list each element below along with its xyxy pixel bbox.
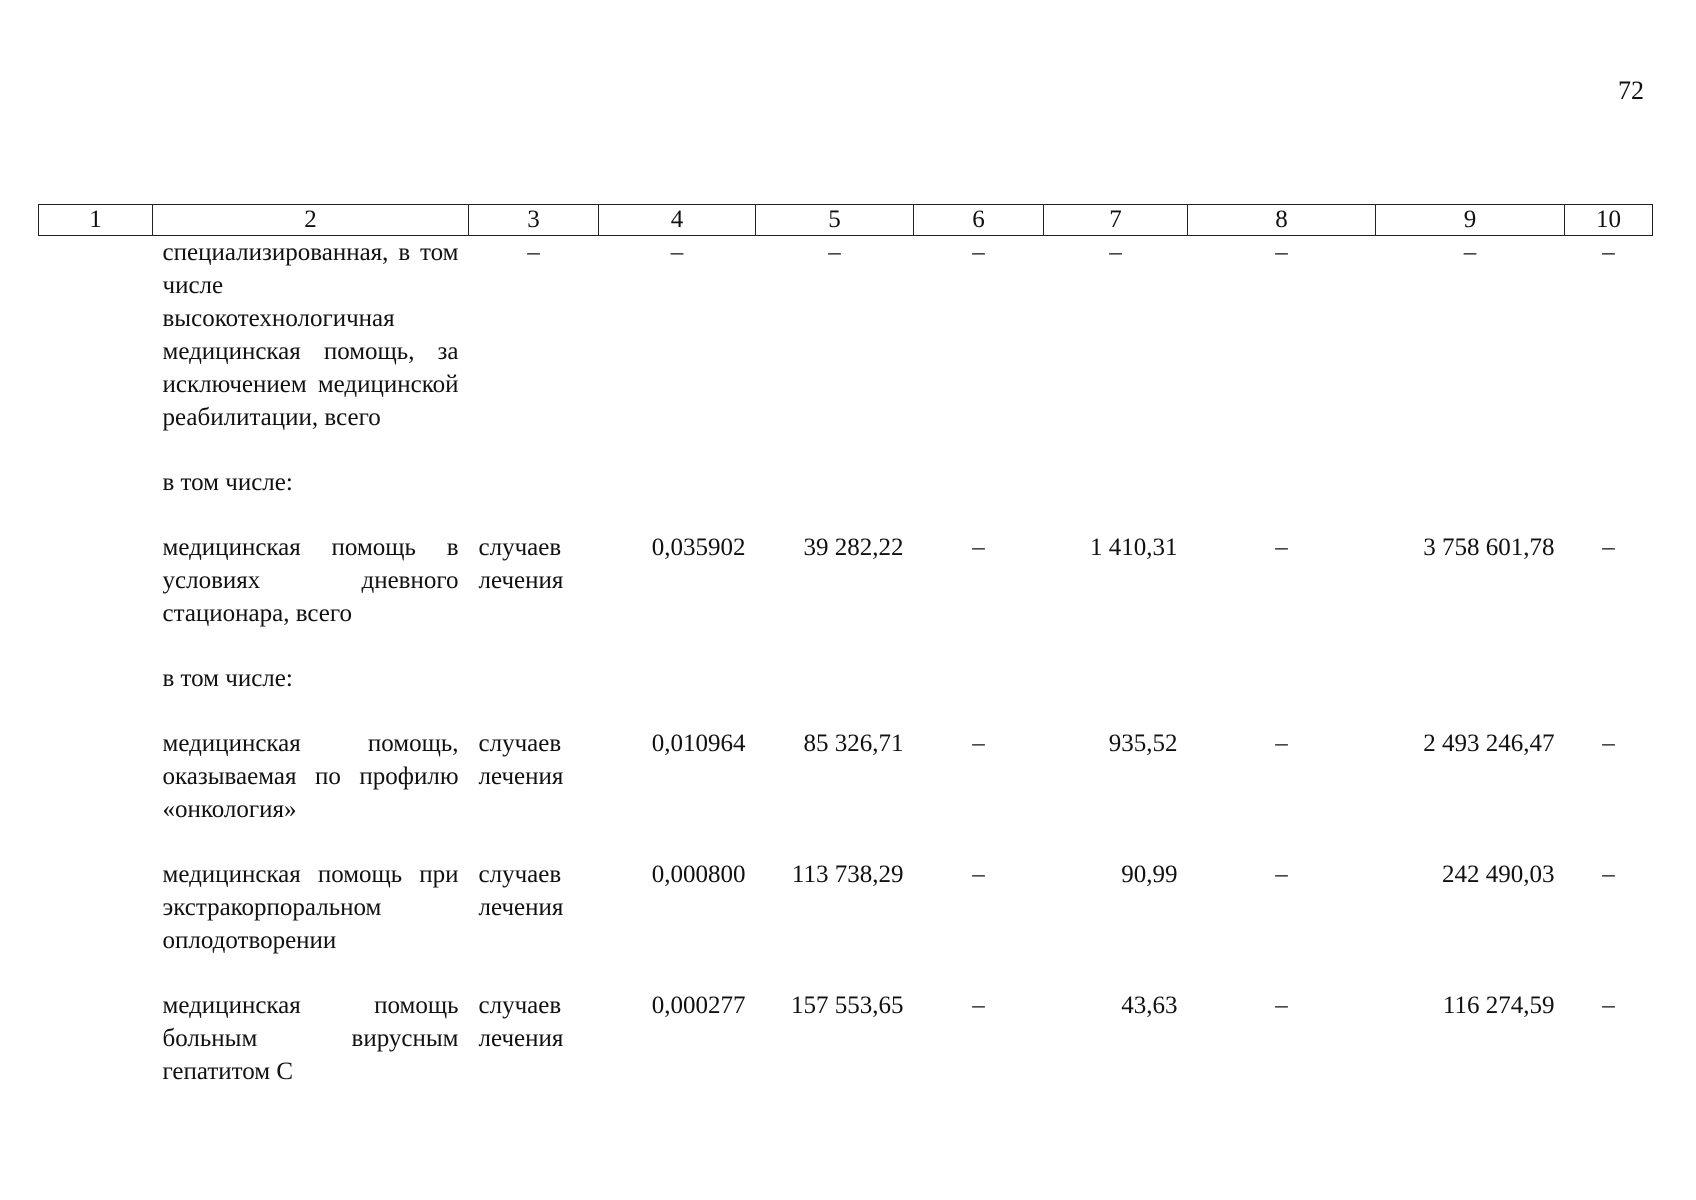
cell-col7: 43,63 [1121,992,1178,1019]
cell-col6: – [972,992,985,1019]
subheading-row [39,662,1653,695]
cell-col9: 3 758 601,78 [1423,534,1555,561]
cell-col4: – [670,239,684,266]
cell-col6: – [972,239,985,266]
cell-col7: 935,52 [1108,730,1178,757]
header-cell-4: 4 [599,205,756,236]
header-cell-1: 1 [39,205,153,236]
cell-col10: – [1602,992,1615,1019]
cell-col8: – [1275,992,1288,1019]
header-cell-3: 3 [469,205,599,236]
header-cell-7: 7 [1044,205,1188,236]
cell-col8: – [1275,861,1288,888]
cell-col5: 113 738,29 [791,861,904,888]
subheading-text: в том числе: [162,469,293,496]
cell-unit: случаев лечения [478,861,564,921]
header-cell-10: 10 [1565,205,1653,236]
cell-col1 [39,236,153,435]
cell-col7: – [1109,239,1122,266]
spacer-row [39,826,1653,858]
cell-col1 [39,858,153,957]
cell-col6: – [972,534,985,561]
spacer-row [39,499,1653,531]
page-number: 72 [1618,76,1644,105]
data-table [38,204,1653,1088]
cell-name: специализированная, в том числе высокотехнологичная медицинская помощь, за исключением медицинской реабилитации, всего [162,239,459,431]
cell-col9: 242 490,03 [1442,861,1555,888]
header-cell-9: 9 [1376,205,1565,236]
cell-name: медицинская помощь в условиях дневного стационара, всего [162,534,459,627]
cell-col6: – [972,861,985,888]
cell-col1 [39,727,153,826]
cell-col10: – [1602,730,1615,757]
cell-col8: – [1275,730,1288,757]
cell-col10: – [1602,239,1615,266]
cell-col6: – [972,730,985,757]
cell-col4: 0,035902 [651,534,746,561]
subheading-text: в том числе: [162,665,293,692]
cell-unit: случаев лечения [478,992,564,1052]
header-cell-8: 8 [1188,205,1376,236]
cell-col8: – [1275,534,1288,561]
cell-col1 [39,989,153,1088]
header-cell-6: 6 [914,205,1044,236]
table-row [39,727,1653,826]
cell-name: медицинская помощь больным вирусным гепатитом С [162,992,459,1085]
spacer-row [39,630,1653,662]
header-cell-5: 5 [756,205,914,236]
cell-col5: 85 326,71 [803,730,904,757]
cell-col5: 157 553,65 [791,992,904,1019]
cell-col4: 0,000800 [651,861,746,888]
cell-col9: 116 274,59 [1442,992,1555,1019]
cell-unit: случаев лечения [478,534,564,594]
cell-col5: – [828,239,841,266]
subheading-row [39,466,1653,499]
table-row [39,989,1653,1088]
spacer-row [39,957,1653,989]
cell-col7: 1 410,31 [1090,534,1178,561]
cell-name: медицинская помощь при экстракорпоральном оплодотворении [162,861,459,954]
spacer-row [39,434,1653,466]
header-cell-2: 2 [153,205,469,236]
cell-unit: случаев лечения [478,730,564,790]
table-row [39,858,1653,957]
cell-col5: 39 282,22 [803,534,904,561]
cell-name: медицинская помощь, оказываемая по профилю «онкология» [162,730,459,823]
cell-col4: 0,000277 [651,992,746,1019]
cell-col4: 0,010964 [651,730,746,757]
cell-col7: 90,99 [1121,861,1178,888]
cell-col8: – [1275,239,1288,266]
cell-col9: 2 493 246,47 [1423,730,1555,757]
header-row [39,205,1653,236]
table-row [39,531,1653,630]
table-row [39,236,1653,435]
cell-col1 [39,531,153,630]
cell-unit: – [527,239,540,266]
cell-col10: – [1602,534,1615,561]
spacer-row [39,695,1653,727]
cell-col10: – [1602,861,1615,888]
cell-col9: – [1463,239,1477,266]
